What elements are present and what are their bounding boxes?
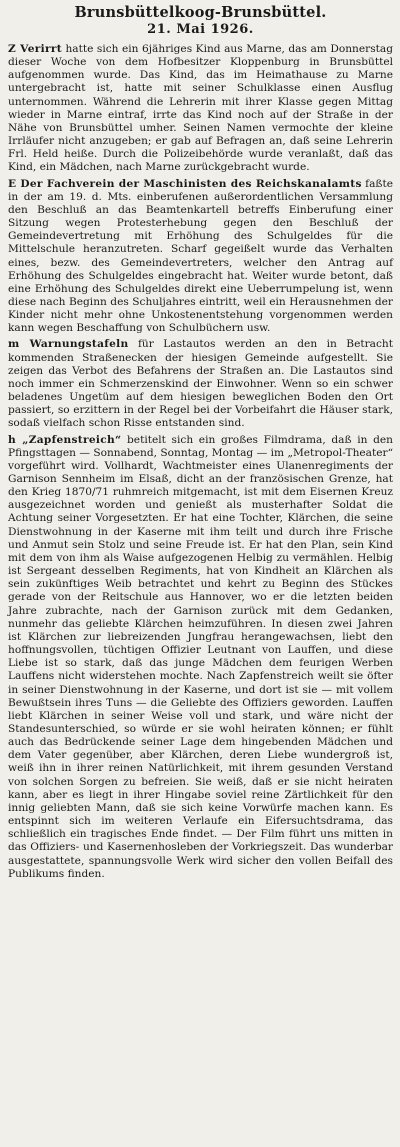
article-machinists-association xyxy=(8,178,393,336)
article-warning-signs xyxy=(8,338,393,430)
article-lead: m Warnungstafeln xyxy=(8,338,129,351)
dateline: 21. Mai 1926. xyxy=(147,22,254,37)
section-headline: Brunsbüttelkoog-Brunsbüttel. xyxy=(74,4,327,21)
article-lost-child xyxy=(8,43,393,175)
article-body: faßte in der am 19. d. Mts. einberufenen außerordentlichen Versammlung den Beschluß an das Beamtenkartell betreffs Einberufung einer Sitzung wegen Protesterhebung gegen den Beschluß der Gemeindevertretung mit Erhöhung des Schulgeldes für die Mittelschule heranzutreten. Scharf gegeißelt wurde das Verhalten eines, bezw. des Gemeindevertreters, welcher den Antrag auf Erhöhung des Schulgeldes eingebracht hat. Weiter wurde betont, daß eine Erhöhung des Schulgeldes direkt eine Ueberrumpelung ist, wenn diese nach Beginn des Schuljahres eintritt, weil ein Herausnehmen der Kinder nicht mehr ohne Unkostenentstehung vorgenommen werden kann wegen Beschaffung von Schulbüchern usw. xyxy=(8,177,393,335)
article-lead: E Der Fachverein der Maschinisten des Reichskanalamts xyxy=(8,177,362,190)
article-lead: Z Verirrt xyxy=(8,43,62,55)
article-body: betitelt sich ein großes Filmdrama, daß in den Pfingsttagen — Sonnabend, Sonntag, Montag — im „Metropol-Theater“ vorgeführt wird. Vollhardt, Wachtmeister eines Ulanenregiments der Garnison Sennheim im Elsaß, dicht an der französischen Grenze, hat den Krieg 1870/71 ruhmreich mitgemacht, ist mit dem Eisernen Kreuz ausgezeichnet worden und genießt als musterhafter Soldat die Achtung seiner Vorgesetzten. Er hat eine Tochter, Klärchen, die seine Dienstwohnung in der Kaserne mit ihm teilt und durch ihre Frische und Anmut sein Stolz und seine Freude ist. Er hat den Plan, sein Kind mit dem von ihm als Waise aufgezogenen Helbig zu vermählen. Helbig ist Sergeant desselben Regiments, hat von Kindheit an Klärchen als sein zukünftiges Weib betrachtet und kehrt zu Beginn des Stückes gerade von der Reitschule aus Hannover, wo er die letzten beiden Jahre zubrachte, nach der Garnison zurück mit dem Gedanken, nunmehr das geliebte Klärchen heimzuführen. In diesen zwei Jahren ist Klärchen zur liebreizenden Jungfrau herangewachsen, liebt den hoffnungsvollen, tüchtigen Offizier Leutnant von Lauffen, und diese Liebe ist so stark, daß das junge Mädchen dem feurigen Werben Lauffens nicht widerstehen mochte. Nach Zapfenstreich weilt sie öfter in seiner Dienstwohnung in der Kaserne, und dort ist sie — mit vollem Bewußtsein ihres Tuns — die Geliebte des Offiziers geworden. Lauffen liebt Klärchen in seiner Weise voll und stark, und wäre nicht der Standesunterschied, so würde er sie wohl heiraten können; er fühlt auch das Bedrückende seiner Lage dem hingebenden Mädchen und dem Vater gegenüber, aber Klärchen, deren Liebe wundergroß ist, weiß ihn in ihrer reinen Natürlichkeit, mit ihrem gesunden Verstand von solchen Sorgen zu befreien. Sie weiß, daß er sie nicht heiraten kann, aber es liegt in ihrer Hingabe soviel reine Zärtlichkeit für den innig geliebten Mann, daß sie sich keine Vorwürfe machen kann. Es entspinnt sich im weiteren Verlaufe ein Eifersuchtsdrama, das schließlich ein tragisches Ende findet. — Der Film führt uns mitten in das Offiziers- und Kasernenhosleben der Vorkriegszeit. Das wunderbar ausgestattete, spannungsvolle Werk wird sicher den vollen Beifall des Publikums finden. xyxy=(8,433,393,880)
article-body: hatte sich ein 6jähriges Kind aus Marne, das am Donnerstag dieser Woche von dem Hofbesitzer Kloppenburg in Brunsbüttel aufgenommen wurde. Das Kind, das im Heimathause zu Marne untergebracht ist, hatte mit seiner Schulklasse einen Ausflug unternommen. Während die Lehrerin mit ihrer Klasse gegen Mittag wieder in Marne eintraf, irrte das Kind noch auf der Straße in der Nähe von Brunsbüttel umher. Seinen Namen vermochte der kleine Irrläufer nicht anzugeben; er gab auf Befragen an, daß seine Lehrerin Frl. Held heiße. Durch die Polizeibehörde wurde veranlaßt, daß das Kind, ein Mädchen, nach Marne zurückgebracht wurde. xyxy=(8,43,393,174)
article-film-zapfenstreich xyxy=(8,434,393,881)
article-body: für Lastautos werden an den in Betracht kommenden Straßenecken der hiesigen Gemeinde aufgestellt. Sie zeigen das Verbot des Befahrens der Straßen an. Die Lastautos sind noch immer ein Schmerzenskind der Einwohner. Wenn so ein schwer beladenes Ungetüm auf dem hiesigen beweglichen Boden den Ort passiert, so erzittern in der Regel bei der Vorbeifahrt die Häuser stark, sodaß vielfach schon Risse entstanden sind. xyxy=(8,338,393,430)
article-lead: h „Zapfenstreich“ xyxy=(8,433,122,446)
